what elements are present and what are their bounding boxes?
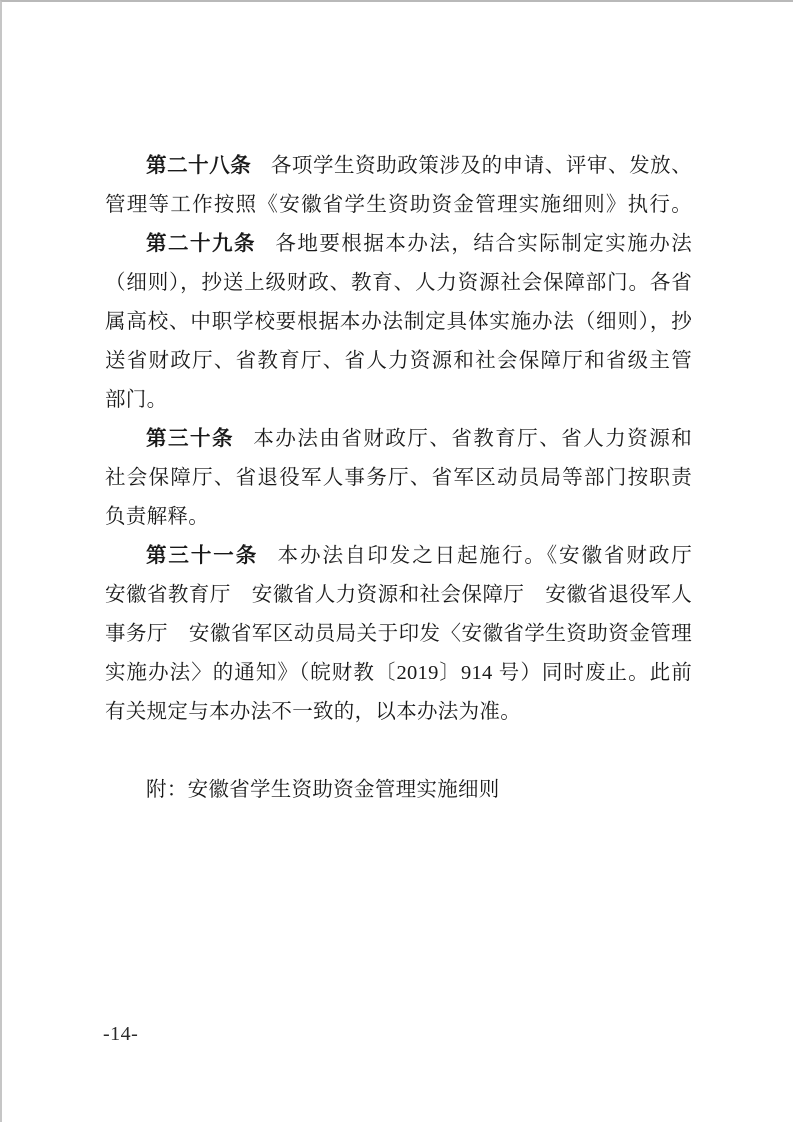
article-30-line-3: 负责解释。: [105, 506, 209, 528]
article-30-line-1: [105, 420, 692, 459]
article-31-line-4: 实施办法〉的通知》（皖财教〔2019〕914 号）同时废止。此前: [105, 662, 692, 684]
article-31-line-3: 事务厅 安徽省军区动员局关于印发〈安徽省学生资助资金管理: [105, 623, 692, 645]
document-body: [105, 147, 692, 810]
article-28-number: 第二十八条: [146, 155, 252, 177]
article-30-number: 第三十条: [146, 428, 234, 450]
article-28-line-1: [105, 147, 692, 186]
article-31-line-5: 有关规定与本办法不一致的，以本办法为准。: [105, 701, 521, 723]
article-29: [105, 225, 692, 420]
article-29-line-4: 送省财政厅、省教育厅、省人力资源和社会保障厅和省级主管: [105, 350, 692, 372]
article-28-line-2: 管理等工作按照《安徽省学生资助资金管理实施细则》执行。: [105, 194, 692, 216]
article-29-line-2: （细则），抄送上级财政、教育、人力资源社会保障部门。各省: [105, 272, 692, 294]
page-number: -14-: [103, 1023, 139, 1045]
article-29-number: 第二十九条: [146, 233, 256, 255]
article-30: [105, 420, 692, 537]
article-28-line-1-text: 各项学生资助政策涉及的申请、评审、发放、: [270, 155, 693, 177]
article-28: [105, 147, 692, 225]
article-29-line-1: [105, 225, 692, 264]
article-30-line-1-text: 本办法由省财政厅、省教育厅、省人力资源和: [253, 428, 692, 450]
article-31: [105, 537, 692, 732]
article-29-line-3: 属高校、中职学校要根据本办法制定具体实施办法（细则），抄: [105, 311, 692, 333]
article-30-line-2: 社会保障厅、省退役军人事务厅、省军区动员局等部门按职责: [105, 467, 692, 489]
article-31-line-1: [105, 537, 692, 576]
attachment-line: 附：安徽省学生资助资金管理实施细则: [146, 779, 500, 801]
article-29-line-5: 部门。: [105, 389, 168, 411]
article-31-number: 第三十一条: [146, 545, 259, 567]
article-29-line-1-text: 各地要根据本办法，结合实际制定实施办法: [275, 233, 693, 255]
article-31-line-1-text: 本办法自印发之日起施行。《安徽省财政厅: [277, 545, 692, 567]
article-31-line-2: 安徽省教育厅 安徽省人力资源和社会保障厅 安徽省退役军人: [105, 584, 692, 606]
